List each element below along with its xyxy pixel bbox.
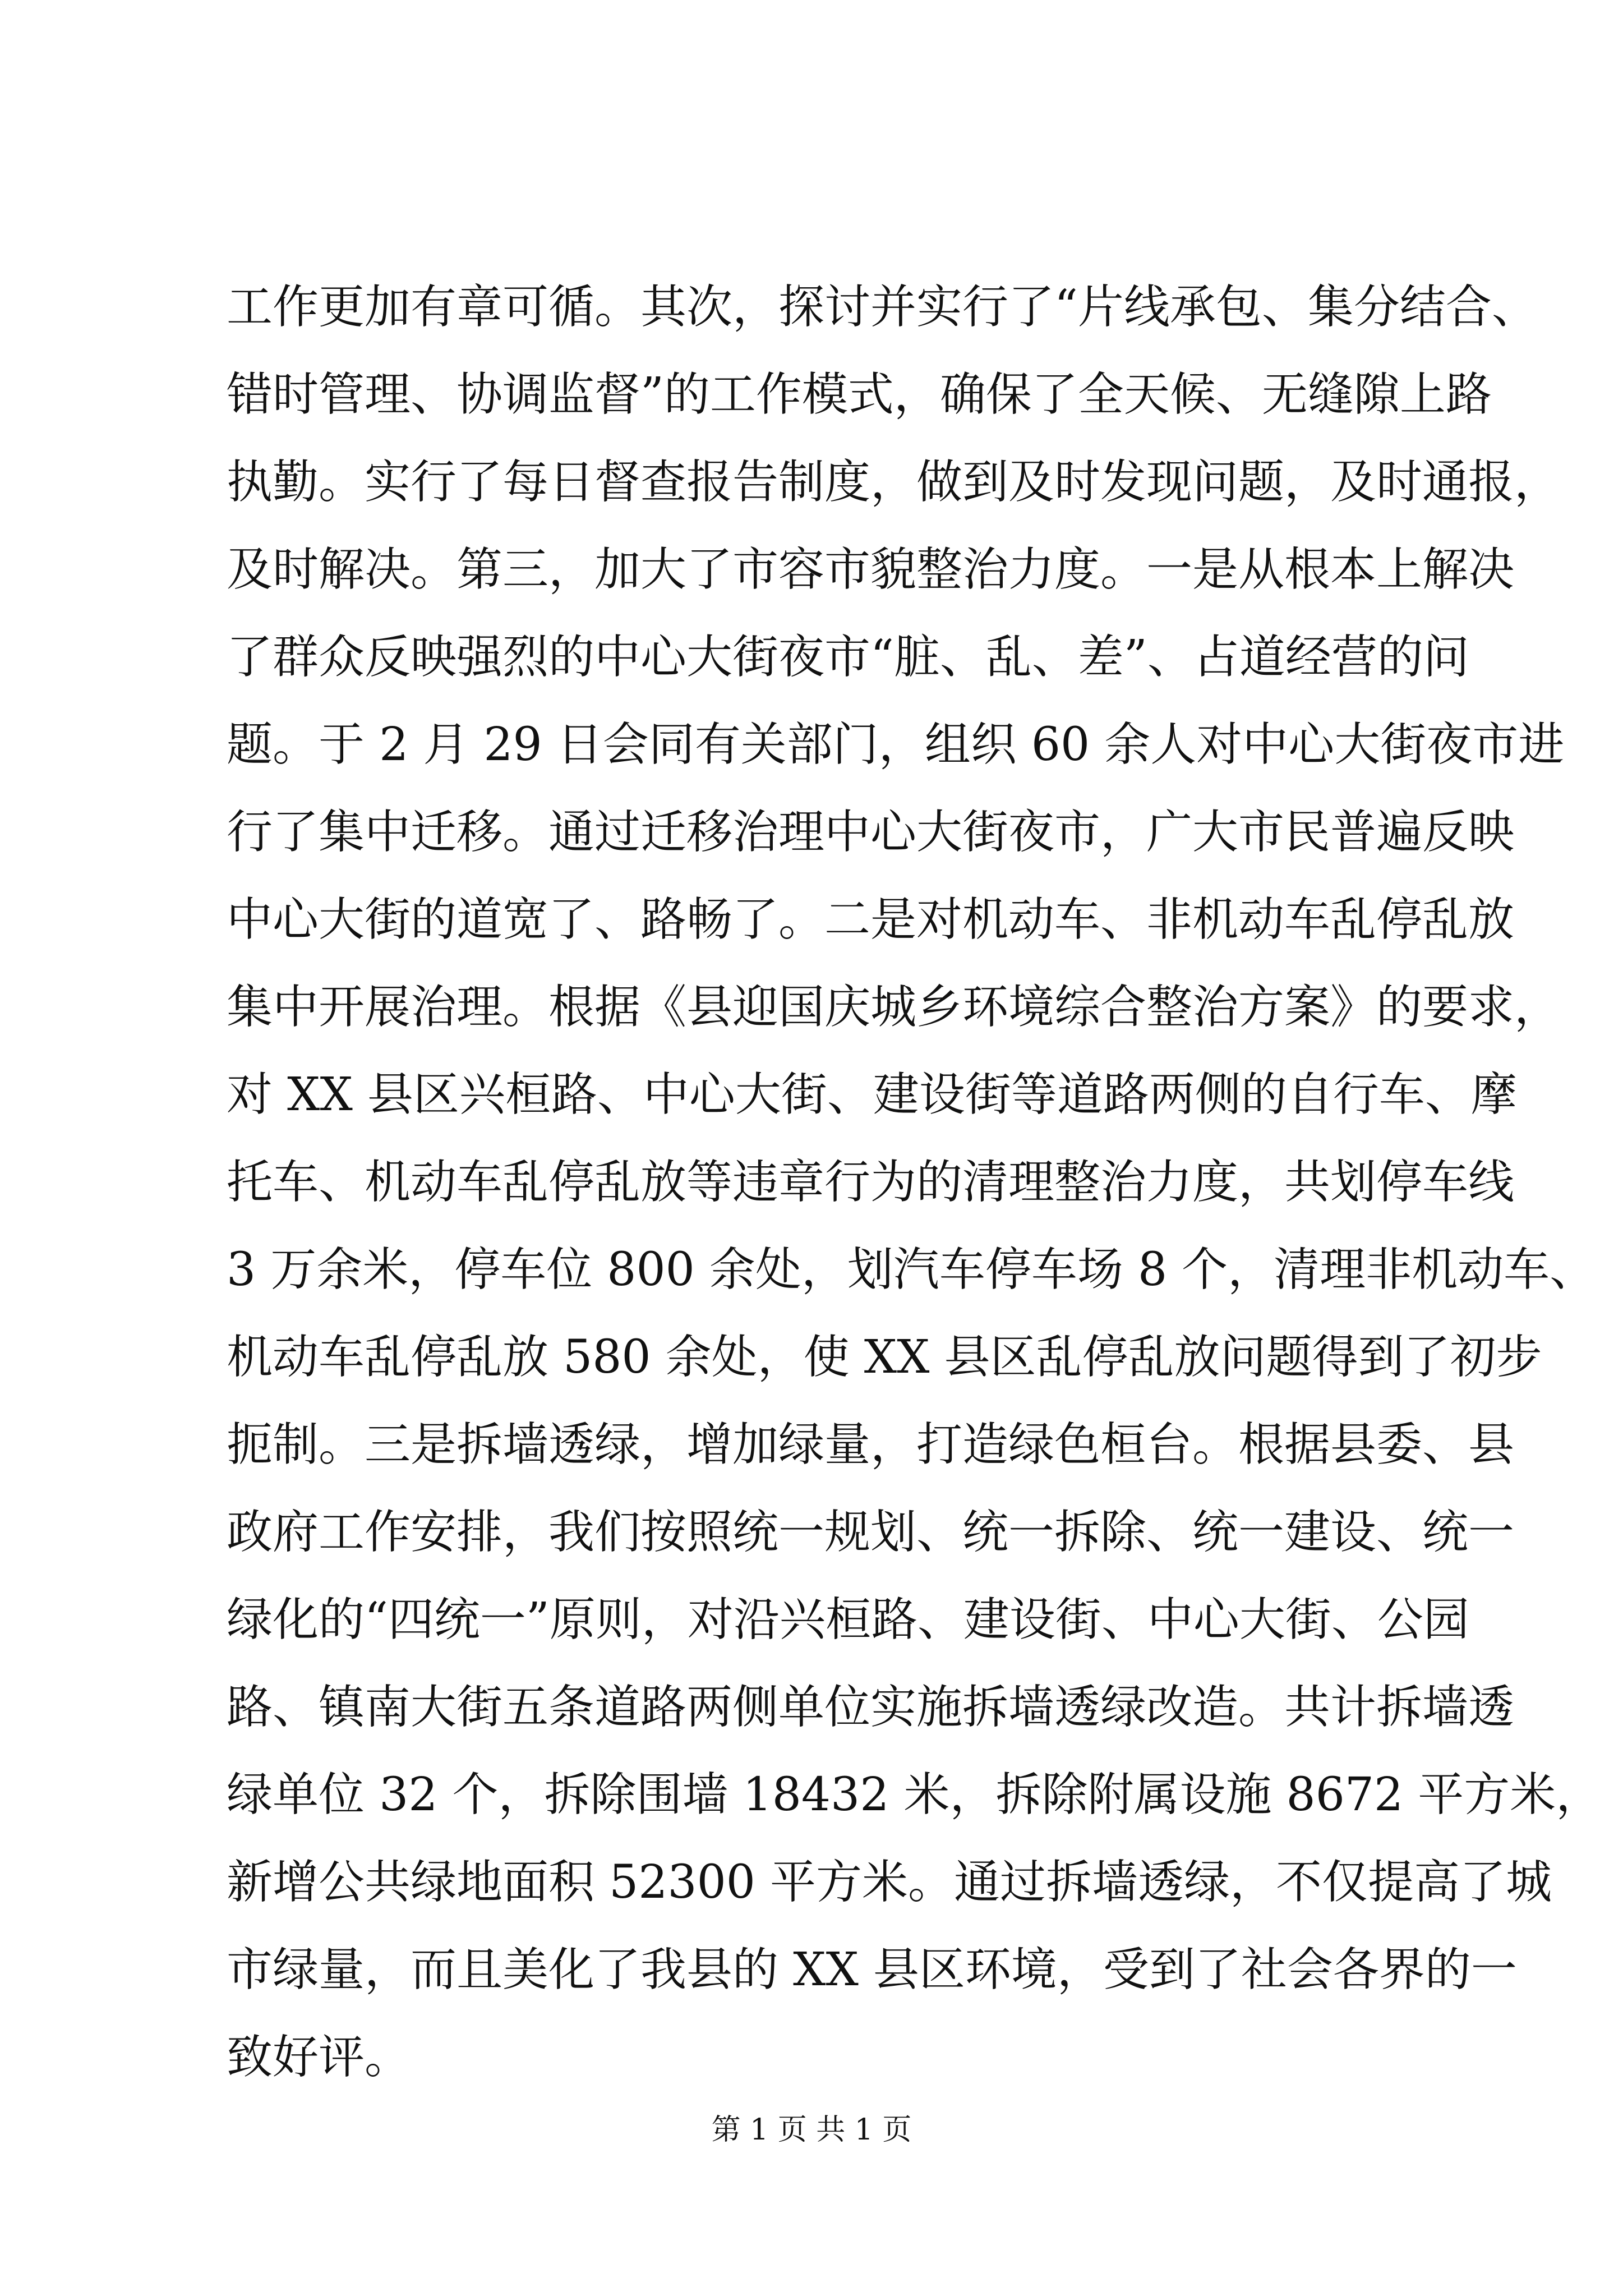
text-line: 及时解决。第三，加大了市容市貌整治力度。一是从根本上解决 <box>227 543 1515 596</box>
page-number-footer: 第 1 页 共 1 页 <box>711 2113 912 2147</box>
text-line: 行了集中迁移。通过迁移治理中心大街夜市，广大市民普遍反映 <box>227 806 1515 859</box>
text-line: 绿单位 32 个，拆除围墙 18432 米，拆除附属设施 8672 平方米， <box>227 1768 1602 1821</box>
text-line: 了群众反映强烈的中心大街夜市“脏、乱、差”、占道经营的问 <box>227 631 1469 684</box>
text-line: 3 万余米，停车位 800 余处，划汽车停车场 8 个，清理非机动车、 <box>227 1243 1596 1296</box>
text-line: 执勤。实行了每日督查报告制度，做到及时发现问题，及时通报， <box>227 455 1561 509</box>
text-line: 集中开展治理。根据《县迎国庆城乡环境综合整治方案》的要求， <box>227 981 1561 1034</box>
text-line: 市绿量，而且美化了我县的 XX 县区环境，受到了社会各界的一 <box>227 1943 1517 1996</box>
text-line: 托车、机动车乱停乱放等违章行为的清理整治力度，共划停车线 <box>227 1156 1515 1209</box>
text-line: 政府工作安排，我们按照统一规划、统一拆除、统一建设、统一 <box>227 1506 1515 1559</box>
text-line: 工作更加有章可循。其次，探讨并实行了“片线承包、集分结合、 <box>227 280 1538 334</box>
text-line: 机动车乱停乱放 580 余处，使 XX 县区乱停乱放问题得到了初步 <box>227 1331 1542 1384</box>
body-paragraph <box>227 264 1602 2101</box>
text-line: 错时管理、协调监督”的工作模式，确保了全天候、无缝隙上路 <box>227 368 1492 421</box>
text-line: 对 XX 县区兴桓路、中心大街、建设街等道路两侧的自行车、摩 <box>227 1068 1517 1121</box>
text-line: 中心大街的道宽了、路畅了。二是对机动车、非机动车乱停乱放 <box>227 893 1515 946</box>
text-line: 题。于 2 月 29 日会同有关部门，组织 60 余人对中心大街夜市进 <box>227 718 1565 771</box>
text-line: 扼制。三是拆墙透绿，增加绿量，打造绿色桓台。根据县委、县 <box>227 1418 1515 1471</box>
text-line: 绿化的“四统一”原则，对沿兴桓路、建设街、中心大街、公园 <box>227 1593 1469 1646</box>
text-line: 新增公共绿地面积 52300 平方米。通过拆墙透绿，不仅提高了城 <box>227 1856 1552 1909</box>
text-line: 致好评。 <box>227 2031 411 2084</box>
text-line: 路、镇南大街五条道路两侧单位实施拆墙透绿改造。共计拆墙透 <box>227 1681 1515 1734</box>
